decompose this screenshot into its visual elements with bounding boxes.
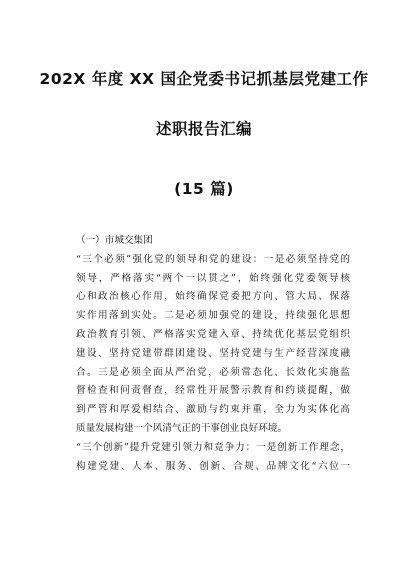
paragraph-line: 建设、坚持党建带群团建设、坚持党建与生产经营深度融 — [76, 347, 350, 359]
paragraph-line: 合。三是必须全面从严治党，必须常态化、长效化实施监 — [76, 366, 350, 378]
paragraph-line: 质量发展构建一个风清气正的干事创业良好环境。 — [76, 422, 288, 434]
document-subtitle: 述职报告汇编 — [155, 120, 252, 138]
paragraph-2 — [76, 439, 350, 477]
paragraph-line: 实作用落到实处。二是必须加强党的建设，持续强化思想 — [76, 310, 350, 322]
paragraph-line: “三个创新”提升党建引领力和竞争力：一是创新工作理念， — [76, 441, 350, 453]
paragraph-line: “三个必须”强化党的领导和党的建设：一是必须坚持党的 — [76, 253, 350, 265]
document-title: 202X 年度 XX 国企党委书记抓基层党建工作 — [39, 70, 369, 88]
paragraph-line: 到严管和厚爱相结合、激励与约束并重，全力为实体化高 — [76, 404, 350, 416]
paragraph-line: 构建党建、人本、服务、创新、合规、品牌文化“六位一 — [76, 460, 350, 472]
paragraph-line: 督检查和问责督查，经常性开展警示教育和约谈提醒，做 — [76, 385, 350, 397]
section-heading: （一）市城交集团 — [76, 235, 153, 246]
document-count: (15 篇) — [174, 180, 234, 198]
paragraph-line: 心和政治核心作用，始终确保党委把方向、管大局、保落 — [76, 291, 350, 303]
document-body — [76, 232, 350, 476]
paragraph-1 — [76, 251, 350, 439]
paragraph-line: 领导，严格落实“两个一以贯之”，始终强化党委领导核 — [76, 272, 350, 284]
paragraph-line: 政治教育引领、严格落实党建入章、持续优化基层党组织 — [76, 328, 350, 340]
